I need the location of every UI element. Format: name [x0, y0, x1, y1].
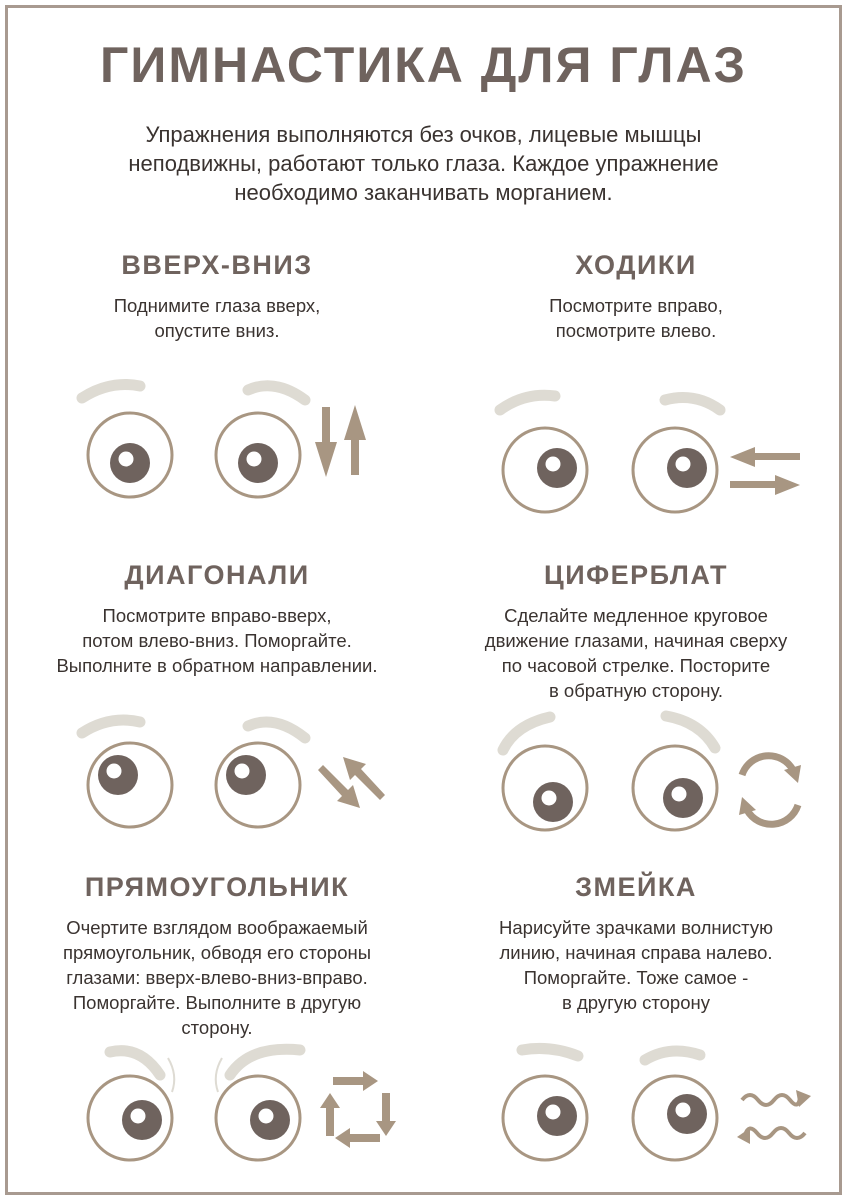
text-line: по часовой стрелке. Посторите [501, 655, 771, 676]
circular-arrows-icon [742, 756, 798, 825]
eye-left [503, 428, 587, 512]
text-line: Поморгайте. Тоже самое - [523, 967, 749, 988]
text-line: в другую сторону [562, 992, 710, 1013]
eyebrows [82, 385, 720, 1076]
text-line: глазами: вверх-влево-вниз-вправо. [66, 967, 368, 988]
left-right-arrows-icon [730, 447, 800, 495]
intro-line: Упражнения выполняются без очков, лицевые мышцы [145, 122, 702, 147]
section-heading: ЦИФЕРБЛАТ [543, 560, 729, 590]
section-heading: ЗМЕЙКА [575, 872, 697, 902]
intro-line: неподвижны, работают только глаза. Каждое упражнение [128, 151, 719, 176]
text-line: Нарисуйте зрачками волнистую [499, 917, 773, 938]
text-line: в обратную сторону. [548, 680, 724, 701]
text-line: Поднимите глаза вверх, [113, 295, 321, 316]
text-line: Посмотрите вправо-вверх, [102, 605, 332, 626]
text-line: Посмотрите вправо, [549, 295, 723, 316]
eye-left [503, 1076, 587, 1160]
text-line: потом влево-вниз. Поморгайте. [82, 630, 352, 651]
eye-left [88, 413, 172, 497]
intro-line: необходимо заканчивать морганием. [234, 180, 613, 205]
text-line: опустите вниз. [154, 320, 280, 341]
text-line: прямоугольник, обводя его стороны [62, 942, 372, 963]
diagonal-arrows-icon [318, 757, 385, 808]
text-line: сторону. [181, 1017, 253, 1038]
section-heading: ПРЯМОУГОЛЬНИК [84, 872, 350, 902]
eye-right [216, 743, 300, 827]
circular-arrowheads [739, 765, 801, 815]
section-heading: ВВЕРХ-ВНИЗ [121, 250, 313, 280]
text-line: Выполните в обратном направлении. [56, 655, 378, 676]
rectangle-arrows-icon [320, 1071, 396, 1148]
text-line: посмотрите влево. [555, 320, 717, 341]
section-heading: ХОДИКИ [575, 250, 697, 280]
page-title: ГИМНАСТИКА ДЛЯ ГЛАЗ [100, 37, 747, 93]
eyes [88, 413, 717, 1160]
text-line: Очертите взглядом воображаемый [66, 917, 368, 938]
eye-right [633, 1076, 717, 1160]
eye-right [216, 1076, 300, 1160]
eye-left [88, 1076, 172, 1160]
eye-right [633, 428, 717, 512]
eyelid-marks [168, 1058, 222, 1092]
text-line: линию, начиная справа налево. [499, 942, 773, 963]
text-line: движение глазами, начиная сверху [484, 630, 788, 651]
eye-left [503, 746, 587, 830]
section-heading: ДИАГОНАЛИ [124, 560, 310, 590]
wavy-arrows-icon [742, 1095, 805, 1138]
text-line: Сделайте медленное круговое [504, 605, 768, 626]
eye-left [88, 743, 172, 827]
eye-right [216, 413, 300, 497]
text-line: Поморгайте. Выполните в другую [72, 992, 362, 1013]
up-down-arrows-icon [315, 405, 366, 477]
eye-right [633, 746, 717, 830]
